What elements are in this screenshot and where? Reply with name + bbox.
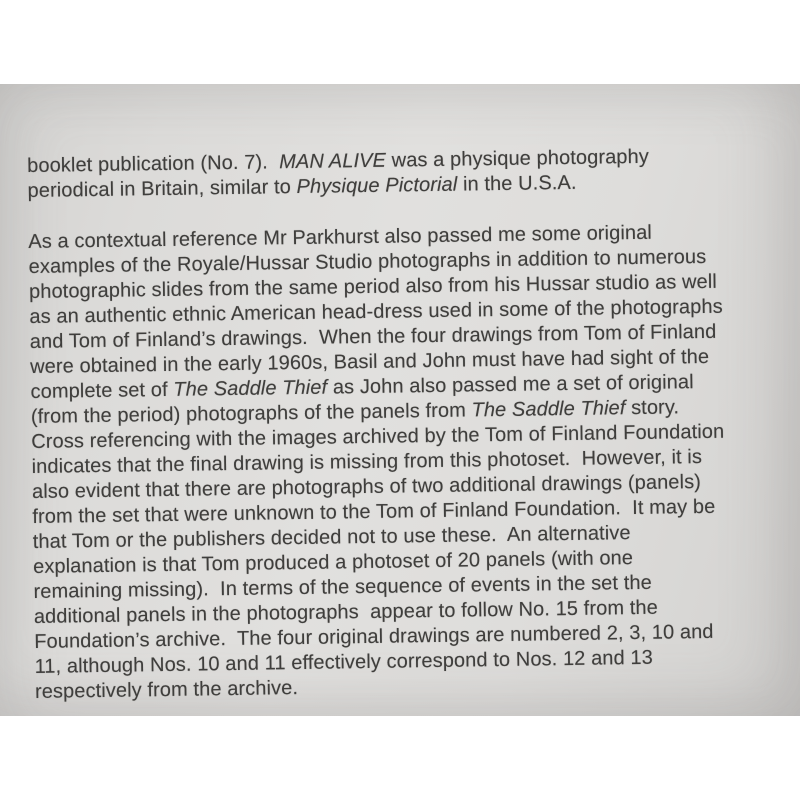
text-segment: respectively from the archive. [34,677,299,703]
text-segment: story. [625,396,680,420]
document-text [27,142,800,705]
text-segment: in the U.S.A. [457,171,577,196]
text-segment: examples of the Royale/Hussar Studio photographs in addition to numerous [28,245,707,278]
text-segment: explanation is that Tom produced a photoset of 20 panels (with one [32,547,634,578]
text-segment: indicates that the final drawing is missing from this photoset. However, it is [31,446,703,478]
paragraph [28,218,800,705]
text-segment: remaining missing). In terms of the sequence of events in the set the [33,571,653,603]
italic-text-segment: MAN ALIVE [279,149,387,174]
italic-text-segment: Physique Pictorial [296,173,458,199]
text-segment: (from the period) photographs of the panels from [30,399,472,428]
paragraph [27,142,800,204]
text-segment: As a contextual reference Mr Parkhurst also passed me some original [28,221,653,253]
text-segment: and Tom of Finland’s drawings. When the four drawings from Tom of Finland [29,320,717,353]
text-segment: as John also passed me a set of original [327,371,694,399]
text-segment: Cross referencing with the images archived by the Tom of Finland Foundation [31,420,725,453]
italic-text-segment: The Saddle Thief [471,397,626,422]
document-photo [0,84,800,716]
text-segment: photographic slides from the same period also from his Hussar studio as well [28,270,718,303]
text-segment: additional panels in the photographs appear to follow No. 15 from the [33,596,659,628]
italic-text-segment: The Saddle Thief [173,376,328,401]
text-segment: periodical in Britain, similar to [27,176,297,202]
text-segment: that Tom or the publishers decided not to use these. An alternative [32,522,631,553]
text-segment: complete set of [30,378,174,403]
text-segment: were obtained in the early 1960s, Basil and John must have had sight of the [29,345,710,378]
text-segment: booklet publication (No. 7). [27,151,280,177]
text-segment: Foundation’s archive. The four original drawings are numbered 2, 3, 10 and [34,620,714,653]
text-segment: from the set that were unknown to the Tom of Finland Foundation. It may be [32,495,716,528]
text-segment: as an authentic ethnic American head-dress used in some of the photographs [29,295,723,328]
text-segment: also evident that there are photographs of two additional drawings (panels) [31,471,702,503]
text-segment: was a physique photography [385,145,650,172]
text-segment: 11, although Nos. 10 and 11 effectively correspond to Nos. 12 and 13 [34,646,654,678]
